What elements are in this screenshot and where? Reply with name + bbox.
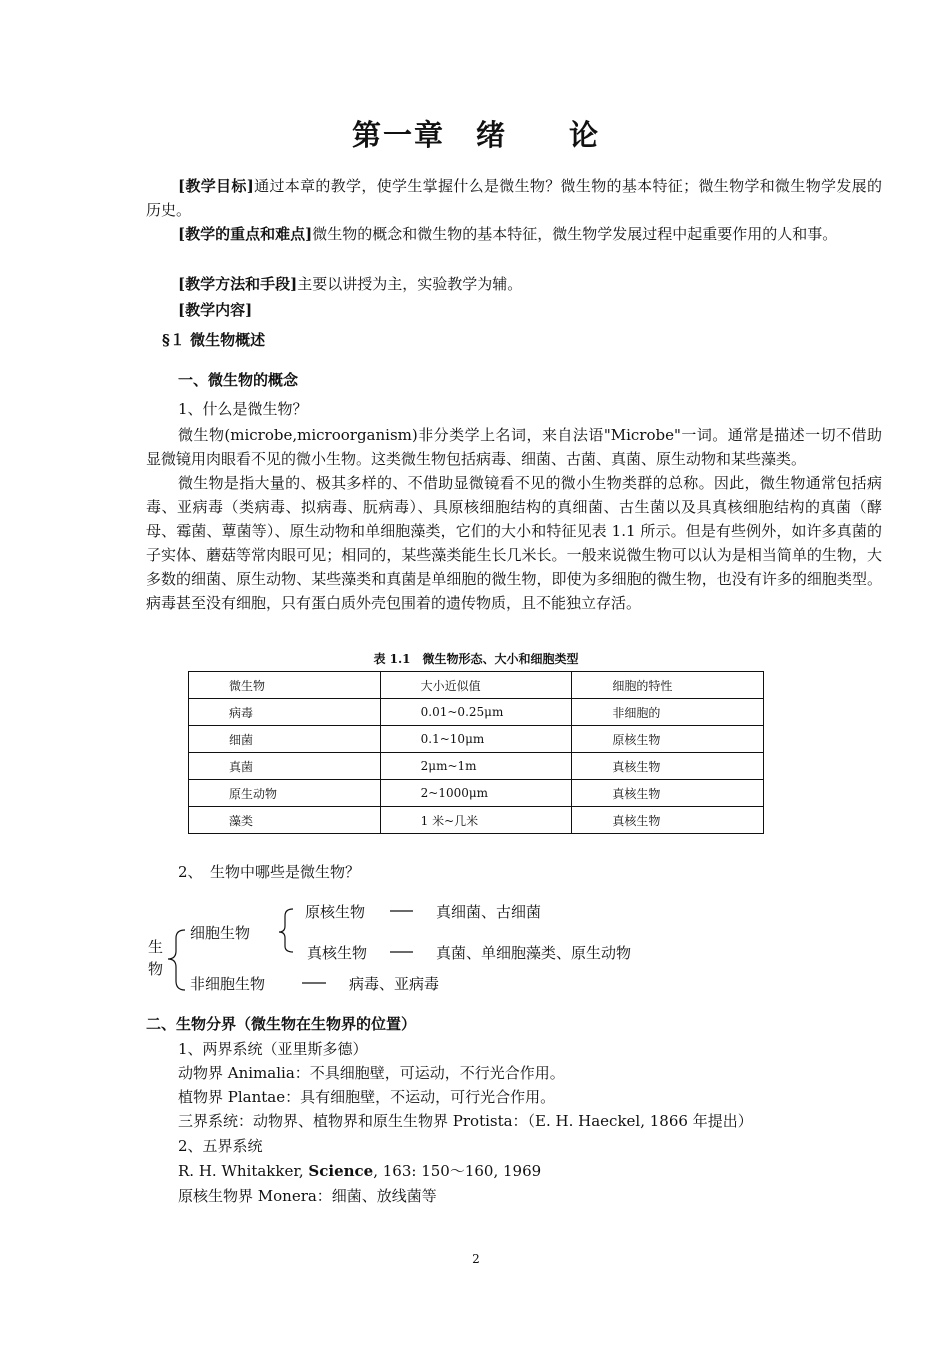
question-which-are-microbes: 2、 生物中哪些是微生物？ xyxy=(178,863,361,881)
objectives-text: 通过本章的教学，使学生掌握什么是微生物？微生物的基本特征；微生物学和微生物学发展的历史。 xyxy=(146,177,882,219)
table-caption: 表 1.1 微生物形态、大小和细胞类型 xyxy=(373,652,579,666)
tree-noncellular-label: 非细胞生物 xyxy=(190,975,266,993)
tree-noncellular-members: 病毒、亚病毒 xyxy=(349,975,440,993)
citation-whitakker xyxy=(178,1161,541,1181)
kingdom-line-five-kingdoms: 2、五界系统 xyxy=(178,1137,263,1155)
subsection-heading-kingdoms: 二、生物分界（微生物在生物界的位置） xyxy=(146,1015,417,1033)
methods-label: [教学方法和手段] xyxy=(178,275,298,293)
inner-brace xyxy=(279,909,293,952)
key-points-text: 微生物的概念和微生物的基本特征，微生物学发展过程中起重要作用的人和事。 xyxy=(312,225,838,243)
tree-eukaryote-members: 真菌、单细胞藻类、原生动物 xyxy=(436,944,632,962)
citation-journal: Science xyxy=(308,1162,374,1180)
question-what-is-microbe: 1、什么是微生物？ xyxy=(178,400,308,418)
paragraph-definition: 微生物(microbe,microorganism)非分类学上名词，来自法语"Microbe"一词。通常是描述一切不借助显微镜用肉眼看不见的微小生物。这类微生物包括病毒、细菌、古菌、真菌、原生动物和某些藻类。 xyxy=(146,426,882,468)
table-cell: 1 米~几米 xyxy=(380,807,572,834)
page-number: 2 xyxy=(472,1252,480,1266)
kingdom-line-three-kingdoms: 三界系统：动物界、植物界和原生生物界 Protista：（E. H. Haeckel, 1866 年提出） xyxy=(178,1112,753,1130)
tree-cellular-label: 细胞生物 xyxy=(190,924,251,942)
chapter-title: 第一章 绪 论 xyxy=(351,118,600,152)
table-cell: 真核生物 xyxy=(572,807,764,834)
key-points-label: [教学的重点和难点] xyxy=(178,225,313,243)
table-cell: 2μm~1m xyxy=(380,753,572,780)
table-header-cell: 微生物 xyxy=(189,672,381,699)
table-cell: 真菌 xyxy=(189,753,381,780)
citation-author: R. H. Whitakker, xyxy=(178,1162,309,1180)
table-header-cell: 大小近似值 xyxy=(380,672,572,699)
table-cell: 藻类 xyxy=(189,807,381,834)
table-header-cell: 细胞的特性 xyxy=(572,672,764,699)
tree-root-label: 生物 xyxy=(148,938,164,978)
table-cell: 原核生物 xyxy=(572,726,764,753)
table-cell: 非细胞的 xyxy=(572,699,764,726)
table-cell: 病毒 xyxy=(189,699,381,726)
kingdom-line-monera: 原核生物界 Monera：细菌、放线菌等 xyxy=(178,1187,437,1205)
table-cell: 真核生物 xyxy=(572,753,764,780)
outer-brace xyxy=(168,930,185,990)
kingdom-line-two-kingdoms: 1、两界系统（亚里斯多德） xyxy=(178,1040,368,1058)
subsection-heading-concept: 一、微生物的概念 xyxy=(178,371,299,389)
paragraph-characteristics: 微生物是指大量的、极其多样的、不借助显微镜看不见的微小生物类群的总称。因此，微生物通常包括病毒、亚病毒（类病毒、拟病毒、朊病毒）、具原核细胞结构的真细菌、古生菌以及具真核细胞结构的真菌（酵母、霉菌、蕈菌等）、原生动物和单细胞藻类，它们的大小和特征见表 1.1 所示。但是有些例外，如许多真菌的子实体、蘑菇等常肉眼可见；相同的，某些藻类能生长几米长。一般来说微生物可以认为是相当简单的生物，大多数的细菌、原生动物、某些藻类和真菌是单细胞的微生物，即使为多细胞的微生物，也没有许多的细胞类型。病毒甚至没有细胞，只有蛋白质外壳包围着的遗传物质，且不能独立存活。 xyxy=(146,474,882,612)
methods-text: 主要以讲授为主，实验教学为辅。 xyxy=(297,275,523,293)
tree-prokaryote-label: 原核生物 xyxy=(305,903,366,921)
section-heading: §１ 微生物概述 xyxy=(162,331,266,349)
table-cell: 原生动物 xyxy=(189,780,381,807)
tree-prokaryote-members: 真细菌、古细菌 xyxy=(436,903,542,921)
kingdom-line-animalia: 动物界 Animalia：不具细胞壁，可运动，不行光合作用。 xyxy=(178,1064,565,1082)
objectives-label: [教学目标] xyxy=(178,177,254,195)
table-cell: 真核生物 xyxy=(572,780,764,807)
tree-eukaryote-label: 真核生物 xyxy=(307,944,368,962)
table-cell: 2~1000μm xyxy=(380,780,572,807)
kingdom-line-plantae: 植物界 Plantae：具有细胞壁，不运动，可行光合作用。 xyxy=(178,1088,556,1106)
table-cell: 0.1~10μm xyxy=(380,726,572,753)
table-cell: 细菌 xyxy=(189,726,381,753)
content-label: [教学内容] xyxy=(178,301,253,319)
citation-details: , 163: 150～160, 1969 xyxy=(373,1162,542,1180)
table-cell: 0.01~0.25μm xyxy=(380,699,572,726)
